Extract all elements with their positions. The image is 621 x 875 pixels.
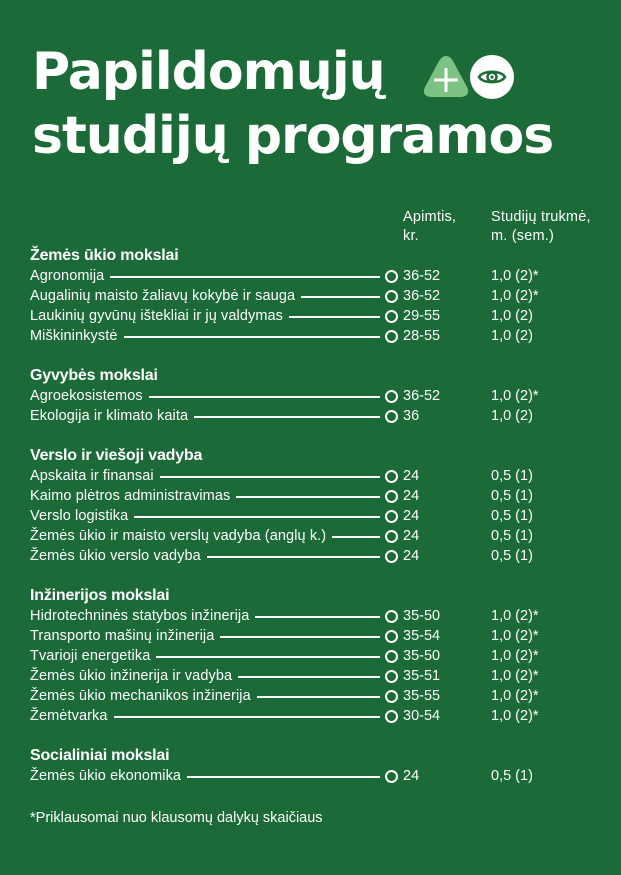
bullet-circle-icon: [385, 770, 398, 783]
program-row: [30, 326, 610, 346]
leader-line: [110, 276, 380, 278]
study-duration: 0,5 (1): [491, 468, 533, 484]
leader-line: [134, 516, 380, 518]
credit-range: 29-55: [403, 308, 441, 324]
study-duration: 1,0 (2)*: [491, 648, 539, 664]
program-name: Žemės ūkio verslo vadyba: [30, 548, 201, 564]
program-row: [30, 606, 610, 626]
credit-range: 24: [403, 548, 420, 564]
section-title: Žemės ūkio mokslai: [30, 247, 179, 264]
program-name: Verslo logistika: [30, 508, 129, 524]
program-name: Laukinių gyvūnų ištekliai ir jų valdymas: [30, 308, 284, 324]
study-duration: 1,0 (2)*: [491, 708, 539, 724]
credit-range: 35-50: [403, 608, 441, 624]
credit-range: 30-54: [403, 708, 441, 724]
credit-range: 28-55: [403, 328, 441, 344]
program-row: [30, 766, 610, 786]
credit-range: 35-50: [403, 648, 441, 664]
study-duration: 1,0 (2): [491, 308, 533, 324]
program-row: [30, 546, 610, 566]
program-name: Žemės ūkio ekonomika: [30, 768, 182, 784]
study-duration: 1,0 (2)*: [491, 608, 539, 624]
leader-line: [187, 776, 380, 778]
credit-range: 24: [403, 528, 420, 544]
credit-range: 36-52: [403, 388, 441, 404]
program-name: Tvarioji energetika: [30, 648, 151, 664]
leader-line: [114, 716, 380, 718]
program-name: Ekologija ir klimato kaita: [30, 408, 189, 424]
program-row: [30, 306, 610, 326]
program-row: [30, 386, 610, 406]
bullet-circle-icon: [385, 410, 398, 423]
study-duration: 1,0 (2)*: [491, 388, 539, 404]
plus-icon: [422, 53, 470, 99]
program-row: [30, 646, 610, 666]
credit-range: 36-52: [403, 268, 441, 284]
credit-range: 36: [403, 408, 420, 424]
leader-line: [255, 616, 380, 618]
study-duration: 1,0 (2)*: [491, 268, 539, 284]
program-row: [30, 266, 610, 286]
leader-line: [257, 696, 380, 698]
credit-range: 24: [403, 768, 420, 784]
bullet-circle-icon: [385, 330, 398, 343]
program-row: [30, 686, 610, 706]
bullet-circle-icon: [385, 710, 398, 723]
title-line-1: Papildomųjų: [32, 42, 385, 102]
program-name: Žemės ūkio ir maisto verslų vadyba (anglų k.): [30, 528, 327, 544]
credit-range: 24: [403, 468, 420, 484]
footnote: *Priklausomai nuo klausomų dalykų skaičiaus: [30, 810, 323, 826]
study-duration: 0,5 (1): [491, 508, 533, 524]
section-title: Socialiniai mokslai: [30, 747, 170, 764]
study-duration: 1,0 (2)*: [491, 688, 539, 704]
leader-line: [207, 556, 380, 558]
leader-line: [156, 656, 380, 658]
leader-line: [124, 336, 380, 338]
bullet-circle-icon: [385, 490, 398, 503]
study-duration: 0,5 (1): [491, 528, 533, 544]
section-title: Inžinerijos mokslai: [30, 587, 170, 604]
study-duration: 1,0 (2): [491, 328, 533, 344]
study-duration: 1,0 (2)*: [491, 668, 539, 684]
bullet-circle-icon: [385, 650, 398, 663]
program-name: Kaimo plėtros administravimas: [30, 488, 231, 504]
credit-range: 24: [403, 508, 420, 524]
program-name: Žemės ūkio inžinerija ir vadyba: [30, 668, 233, 684]
column-header-duration: Studijų trukmė, m. (sem.): [491, 209, 591, 244]
leader-line: [194, 416, 380, 418]
bullet-circle-icon: [385, 270, 398, 283]
credit-range: 35-54: [403, 628, 441, 644]
credit-range: 35-51: [403, 668, 441, 684]
column-header-volume: Apimtis, kr.: [403, 209, 457, 244]
section: [30, 446, 610, 566]
bullet-circle-icon: [385, 610, 398, 623]
program-row: [30, 466, 610, 486]
program-row: [30, 486, 610, 506]
bullet-circle-icon: [385, 630, 398, 643]
study-duration: 0,5 (1): [491, 488, 533, 504]
study-duration: 1,0 (2)*: [491, 628, 539, 644]
title-line-2: studijų programos: [32, 106, 554, 166]
section: [30, 246, 610, 346]
leader-line: [289, 316, 380, 318]
bullet-circle-icon: [385, 530, 398, 543]
bullet-circle-icon: [385, 690, 398, 703]
section: [30, 746, 610, 786]
section: [30, 586, 610, 726]
program-row: [30, 526, 610, 546]
study-duration: 1,0 (2): [491, 408, 533, 424]
bullet-circle-icon: [385, 290, 398, 303]
program-name: Hidrotechninės statybos inžinerija: [30, 608, 250, 624]
section-title: Gyvybės mokslai: [30, 367, 158, 384]
leader-line: [160, 476, 380, 478]
bullet-circle-icon: [385, 470, 398, 483]
credit-range: 36-52: [403, 288, 441, 304]
section: [30, 366, 610, 426]
credit-range: 35-55: [403, 688, 441, 704]
program-name: Miškininkystė: [30, 328, 118, 344]
leader-line: [220, 636, 380, 638]
program-name: Žemės ūkio mechanikos inžinerija: [30, 688, 251, 704]
leader-line: [332, 536, 380, 538]
program-row: [30, 506, 610, 526]
program-row: [30, 706, 610, 726]
program-name: Augalinių maisto žaliavų kokybė ir sauga: [30, 288, 296, 304]
leader-line: [236, 496, 380, 498]
program-row: [30, 406, 610, 426]
program-name: Agroekosistemos: [30, 388, 143, 404]
eye-icon: [470, 55, 514, 99]
program-row: [30, 626, 610, 646]
bullet-circle-icon: [385, 670, 398, 683]
study-duration: 1,0 (2)*: [491, 288, 539, 304]
study-duration: 0,5 (1): [491, 548, 533, 564]
program-name: Žemėtvarka: [30, 708, 108, 724]
study-duration: 0,5 (1): [491, 768, 533, 784]
credit-range: 24: [403, 488, 420, 504]
leader-line: [301, 296, 380, 298]
program-name: Agronomija: [30, 268, 105, 284]
program-name: Apskaita ir finansai: [30, 468, 154, 484]
leader-line: [238, 676, 380, 678]
bullet-circle-icon: [385, 310, 398, 323]
bullet-circle-icon: [385, 390, 398, 403]
bullet-circle-icon: [385, 550, 398, 563]
program-row: [30, 666, 610, 686]
program-row: [30, 286, 610, 306]
bullet-circle-icon: [385, 510, 398, 523]
program-name: Transporto mašinų inžinerija: [30, 628, 215, 644]
leader-line: [149, 396, 380, 398]
section-title: Verslo ir viešoji vadyba: [30, 447, 203, 464]
program-table: [30, 246, 610, 806]
